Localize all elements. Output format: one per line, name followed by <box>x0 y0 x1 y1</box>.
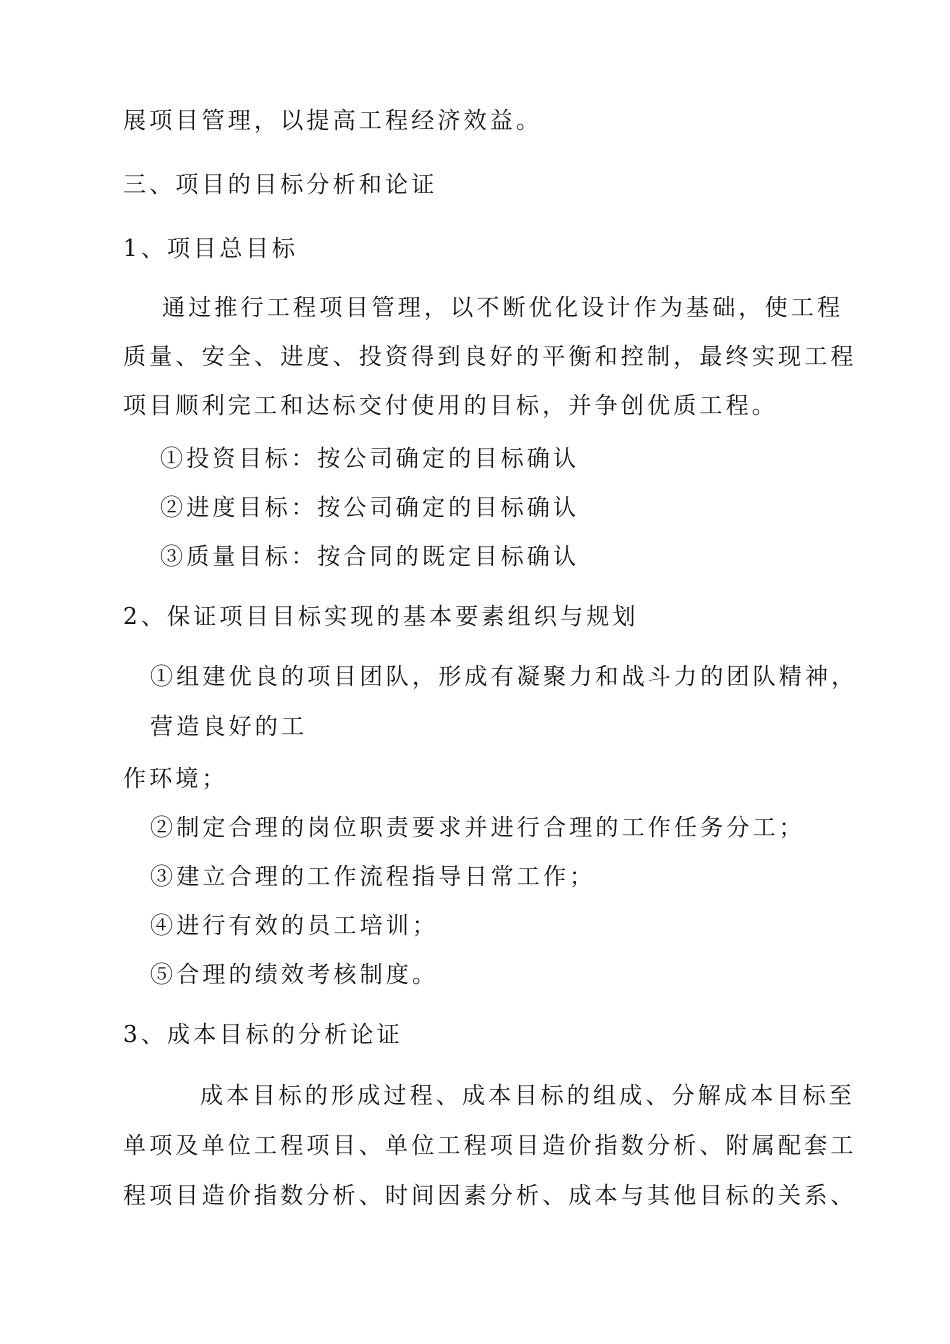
list-item: ⑤合理的绩效考核制度。 <box>150 962 439 988</box>
subsection-heading: 1、项目总目标 <box>123 236 299 262</box>
list-item-continuation: 作环境； <box>123 766 228 792</box>
paragraph-line: 展项目管理，以提高工程经济效益。 <box>123 108 543 134</box>
list-item: ④进行有效的员工培训； <box>150 913 439 939</box>
subsection-heading: 3、成本目标的分析论证 <box>123 1022 403 1048</box>
list-item: ②制定合理的岗位职责要求并进行合理的工作任务分工； <box>150 815 805 841</box>
list-item-continuation: 营造良好的工 <box>150 714 308 740</box>
section-heading: 三、项目的目标分析和论证 <box>123 172 438 198</box>
list-item: ②进度目标：按公司确定的目标确认 <box>160 495 580 521</box>
list-item: ③质量目标：按合同的既定目标确认 <box>160 544 580 570</box>
paragraph-line: 程项目造价指数分析、时间因素分析、成本与其他目标的关系、 <box>123 1183 857 1209</box>
paragraph-line: 项目顺利完工和达标交付使用的目标，并争创优质工程。 <box>123 393 778 419</box>
list-item: ①投资目标：按公司确定的目标确认 <box>160 446 580 472</box>
subsection-heading: 2、保证项目目标实现的基本要素组织与规划 <box>123 604 639 630</box>
paragraph-line: 成本目标的形成过程、成本目标的组成、分解成本目标至 <box>200 1083 855 1109</box>
paragraph-line: 单项及单位工程项目、单位工程项目造价指数分析、附属配套工 <box>123 1133 857 1159</box>
paragraph-line: 质量、安全、进度、投资得到良好的平衡和控制，最终实现工程 <box>123 344 857 370</box>
list-item: ①组建优良的项目团队，形成有凝聚力和战斗力的团队精神， <box>150 664 858 690</box>
paragraph-line: 通过推行工程项目管理，以不断优化设计作为基础，使工程 <box>162 295 844 321</box>
list-item: ③建立合理的工作流程指导日常工作； <box>150 864 596 890</box>
